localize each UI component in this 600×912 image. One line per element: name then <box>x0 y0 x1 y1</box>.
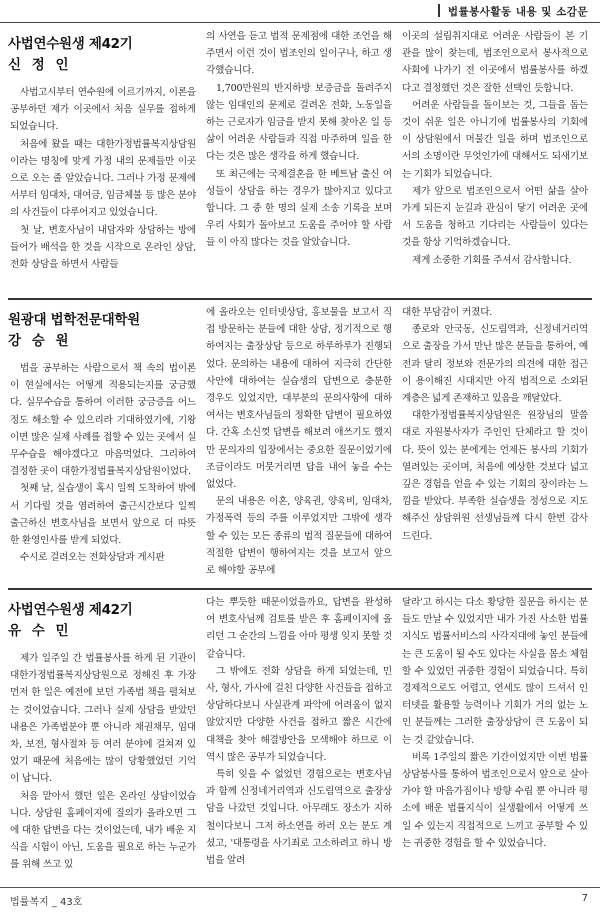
paragraph: 또 최근에는 국제결혼을 한 베트남 출신 여성들이 상담을 하는 경우가 많아지고 있다고 합니다. 그 중 한 명의 실제 소송 기록을 보며 우리 사회가 돌아보고 도움을 주어야 할 사람들 이 아직 많다는 것을 알았습니다. <box>206 168 392 249</box>
page-header <box>0 0 600 23</box>
paragraph: 의 사연을 듣고 법적 문제점에 대한 조언을 해주면서 이런 것이 법조인의 일이구나, 하고 생각했습니다. <box>206 31 392 77</box>
essay-column-3 <box>402 304 588 586</box>
paragraph: 사법고시부터 연수원에 이르기까지, 이론을 공부하던 제가 이곳에서 처음 실무를 접하게 되었습니다. <box>10 87 196 133</box>
paragraph: 첫 날, 변호사님이 내담자와 상담하는 방에 들어가 배석을 한 것을 시작으로 온라인 상담, 전화 상담을 하면서 사람들 <box>10 224 196 271</box>
paragraph: 제게 소중한 기회를 주셔서 감사합니다. <box>412 254 572 266</box>
section-divider <box>8 588 592 590</box>
paragraph: 제가 앞으로 법조인으로서 어떤 삶을 살아가게 되든지 눈길과 관심이 닿기 어려운 곳에서 도움을 청하고 기다리는 사람들이 있다는 것을 항상 기억하겠습니다. <box>402 185 588 249</box>
essay-author-name: 신 정 인 <box>8 57 72 73</box>
essay-column-1 <box>10 360 196 586</box>
paragraph: 달라'고 하시는 다소 황당한 질문을 하시는 분들도 만날 수 있었지만 내가 가진 사소한 법률지식도 법률서비스의 사각지대에 놓인 분들에는 큰 도움이 될 수도 있다는 사실을 몸소 체험할 수 있었던 귀중한 경험이 되었습니다. 특히 경제적으로도 어렵고, 연세도 많이 드셔서 인터넷을 활용할 능력이나 기회가 거의 없는 노인 분들께는 그러한 출장상담이 큰 도움이 되는 것 같았습니다. <box>402 597 588 746</box>
essay-section-1 <box>0 26 600 296</box>
paragraph: 에 올라오는 인터넷상담, 홍보물을 보고서 직접 방문하는 분들에 대한 상담, 정기적으로 행하여지는 출장상담 등으로 하루하루가 진행되었다. 문의하는 내용에 대하여 지극히 간단한 사안에 대하여는 실습생의 답변으로 충분한 경우도 있었지만, 대부분의 문의사항에 대하여서는 변호사님들의 정확한 답변이 필요하였다. 간혹 소신껏 답변을 해보려 애쓰기도 했지만 문의자의 입장에서는 중요한 질문이었기에 조금이라도 머뭇거리면 답을 내어 놓을 수는 없었다. <box>206 307 392 491</box>
paragraph: 대한 부담감이 커졌다. <box>402 307 493 318</box>
essay-column-3 <box>402 594 588 882</box>
section-divider <box>8 298 592 300</box>
paragraph: 처음 맡아서 했던 일은 온라인 상담이었습니다. 상담원 홈페이지에 질의가 올라오면 그에 대한 답변을 다는 것이었는데, 내가 배운 지식을 시험이 아닌, 도움을 필요로 하는 누군가를 위해 쓰고 있 <box>10 790 196 871</box>
paragraph: 이곳의 설립취지대로 어려운 사람들이 본 기관을 많이 찾는데, 법조인으로서 봉사적으로 사회에 나가기 전 이곳에서 법률봉사를 하겠다고 결정했던 것은 잘한 선택인 듯합니다. <box>402 31 588 94</box>
essay-author-affiliation: 사법연수원생 제42기 <box>8 36 133 52</box>
paragraph: 대한가정법률복지상담원은 원장님의 말씀대로 자원봉사자가 주인인 단체라고 할 것이다. 뜻이 있는 분에게는 언제든 봉사의 기회가 열려있는 곳이며, 처음에 예상한 것보다 넓고 깊은 경험을 얻을 수 있는 기회의 장이라는 느낌을 받았다. 부족한 실습생을 정성으로 지도해주신 상담위원 선생님들께 다시 한번 감사드린다. <box>402 410 588 542</box>
paragraph: 문의 내용은 이혼, 양육권, 양육비, 임대차, 가정폭력 등의 주를 이루었지만 그밖에 생각할 수 있는 모든 종류의 법적 질문들에 대하여 적절한 답변이 행하여지는 것을 보고서 앞으로 해야할 공부에 <box>206 496 392 577</box>
essay-column-3 <box>402 28 588 296</box>
header-bar-mark <box>438 4 440 17</box>
essay-column-2 <box>206 304 392 586</box>
essay-column-1 <box>10 650 196 882</box>
essay-heading <box>8 308 188 349</box>
essay-column-1 <box>10 84 196 296</box>
paragraph: 어려운 사람들을 돌이보는 것, 그들을 돕는 것이 쉬운 일은 아니기에 법률봉사의 기회에 이 상담원에서 머물간 일을 하며 법조인으로서의 소명이란 무엇인가에 대해서도 되새기보는 기회가 되었습니다. <box>402 99 588 180</box>
paragraph: 제가 일주일 간 법률봉사를 하게 된 기관이 대한가정법률복지상담원으로 정해진 후 가장 먼저 한 일은 예전에 보던 가족법 책을 펼쳐보는 것이었습니다. 그러나 실제 상담을 받았던 내용은 가족법분야 뿐 아니라 채권채무, 임대차, 보전, 형사절차 등 여러 분야에 걸쳐져 있었기 때문에 처음에는 많이 당황했었던 기억이 납니다. <box>10 653 196 785</box>
paragraph: 특히 잊을 수 없었던 경험으로는 변호사님과 함께 신정네거리역과 신도림역으로 출장상담을 나갔던 것입니다. 아무래도 장소가 지하철이다보니 그저 하소연을 하러 오는 분도 계셨고, '대통령을 사기죄로 고소하려고 하니 방법을 알려 <box>206 769 392 867</box>
paragraph: 다는 뿌듯한 때문이었을까요, 답변을 완성하여 변호사님께 검토를 받은 후 홈페이지에 올리던 그 순간의 느낌을 아마 평생 잊지 못할 것 같습니다. <box>206 597 392 660</box>
essay-author-name: 유 수 민 <box>8 623 72 639</box>
essay-author-affiliation: 원광대 법학전문대학원 <box>8 312 140 328</box>
publication-name: 법률복지 _ 43호 <box>10 897 83 908</box>
paragraph: 1,700만원의 반지하방 보증금을 돌려주지 않는 임대인의 문제로 걸려온 전화, 노동일을 하는 근로자가 임금을 받지 못해 찾아온 일 등 삶이 어려운 사람들과 직접 마주하며 일을 한다는 것은 많은 생각을 하게 했습니다. <box>206 82 392 163</box>
paragraph: 그 밖에도 전화 상담을 하게 되었는데, 민사, 형사, 가사에 걸친 다양한 사건들을 접하고 상담하다보니 사실관계 파악에 어려움이 없지 않았지만 다양한 사건을 접하고 짧은 시간에 대책을 찾아 해결방안을 모색해야 하므로 이 역시 많은 공부가 되었습니다. <box>206 665 392 763</box>
essay-column-2 <box>206 594 392 882</box>
essay-section-2 <box>0 302 600 586</box>
header-title: 법률봉사활동 내용 및 소감문 <box>447 6 588 18</box>
paragraph: 법을 공부하는 사람으로서 책 속의 법이론이 현실에서는 어떻게 적용되는지를 궁금했다. 실무수습을 통하여 이러한 궁금증을 어느 정도 해소할 수 있으리라 기대하였기에, 기왕이면 많은 실제 사례를 접할 수 있는 곳에서 실무수습을 해야겠다고 마음먹었다. 그리하여 결정한 곳이 대한가정법률복지상담원이었다. <box>10 363 196 478</box>
paragraph: 처음에 왔을 때는 대한가정법률복지상담원이라는 명칭에 맞게 가정 내의 문제들만 이곳으로 오는 줄 알았습니다. 그러나 가정 문제에서부터 임대차, 대여금, 임금체불 등 많은 분야의 사건들이 다루어지고 있었습니다. <box>10 138 196 219</box>
paragraph: 수시로 걸려오는 전화상담과 게시판 <box>20 552 165 564</box>
essay-column-2 <box>206 28 392 296</box>
essay-author-affiliation: 사법연수원생 제42기 <box>8 602 133 618</box>
paragraph: 비록 1주일의 짧은 기간이었지만 이번 법률상담봉사를 통하여 법조인으로서 앞으로 살아가야 할 마음가짐이나 방향 수립 뿐 아니라 평소에 배운 법률지식이 실생활에서 어떻게 쓰일 수 있는지 직접적으로 느끼고 공부할 수 있는 귀중한 경험을 할 수 있었습니다. <box>402 751 588 849</box>
essay-section-3 <box>0 592 600 882</box>
essay-author-name: 강 승 원 <box>8 333 72 349</box>
page-footer <box>0 887 600 912</box>
paragraph: 첫째 날, 실습생이 혹시 일찍 도착하여 밖에서 기다릴 것을 염려하여 출근시간보다 일찍 출근하신 변호사님을 보면서 앞으로 더 따뜻한 환영인사를 받게 되었다. <box>10 483 196 547</box>
paragraph: 종로와 안국동, 신도림역과, 신정네거리역으로 출장을 가서 만난 많은 분들을 통하여, 예전과 달리 정보와 전문가의 의견에 대한 접근이 용이해진 시대지만 아직 법적으로 소외된 계층은 넓게 존재하고 있음을 깨달았다. <box>402 324 588 405</box>
essay-heading <box>8 32 188 73</box>
essay-heading <box>8 598 188 639</box>
page-number: 7 <box>581 893 588 904</box>
